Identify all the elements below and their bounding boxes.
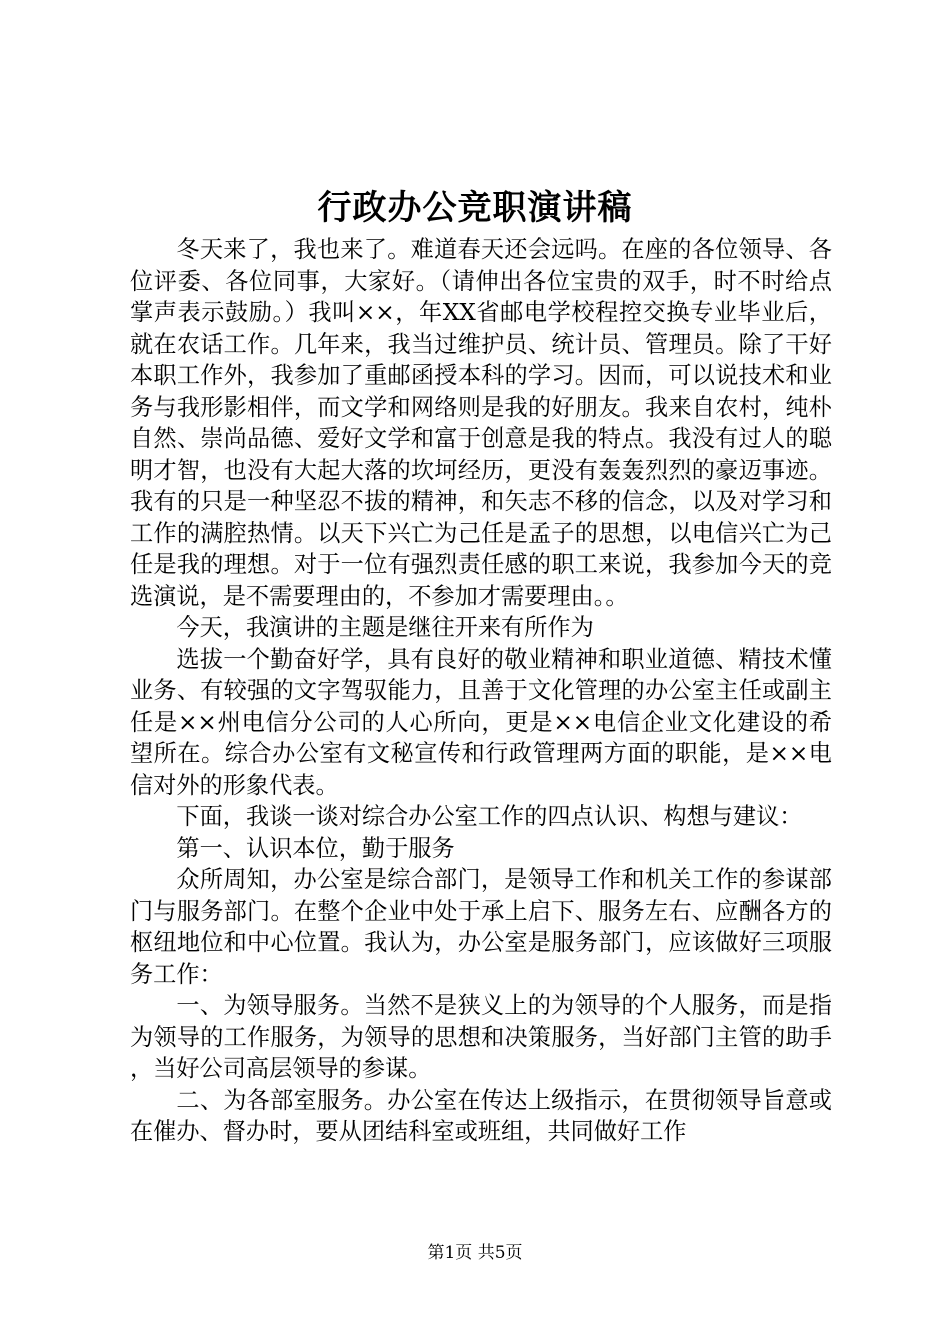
paragraph-theme: 今天，我演讲的主题是继往开来有所作为 bbox=[176, 614, 594, 641]
page-number-footer: 第1页 共5页 bbox=[427, 1243, 523, 1263]
paragraph-office-role: 众所周知，办公室是综合部门，是领导工作和机关工作的参谋部门与服务部门。在整个企业中处于承上启下、服务左右、应酬各方的枢纽地位和中心位置。我认为，办公室是服务部门，应该做好三项服务工作： bbox=[130, 866, 832, 988]
paragraph-intro: 冬天来了，我也来了。难道春天还会远吗。在座的各位领导、各位评委、各位同事，大家好。（请伸出各位宝贵的双手，时不时给点掌声表示鼓励。）我叫××，年XX省邮电学校程控交换专业毕业后，就在农话工作。几年来，我当过维护员、统计员、管理员。除了干好本职工作外，我参加了重邮函授本科的学习。因而，可以说技术和业务与我形影相伴，而文学和网络则是我的好朋友。我来自农村，纯朴自然、崇尚品德、爱好文学和富于创意是我的特点。我没有过人的聪明才智，也没有大起大落的坎坷经历，更没有轰轰烈烈的豪迈事迹。我有的只是一种坚忍不拔的精神，和矢志不移的信念，以及对学习和工作的满腔热情。以天下兴亡为己任是孟子的思想，以电信兴亡为己任是我的理想。对于一位有强烈责任感的职工来说，我参加今天的竞选演说，是不需要理由的，不参加才需要理由。。 bbox=[130, 236, 832, 610]
paragraph-serve-leaders: 一、为领导服务。当然不是狭义上的为领导的个人服务，而是指为领导的工作服务，为领导的思想和决策服务，当好部门主管的助手，当好公司高层领导的参谋。 bbox=[130, 992, 832, 1082]
paragraph-section-heading-1: 第一、认识本位，勤于服务 bbox=[176, 834, 455, 862]
paragraph-serve-departments: 二、为各部室服务。办公室在传达上级指示，在贯彻领导旨意或在催办、督办时，要从团结科室或班组，共同做好工作 bbox=[130, 1086, 832, 1145]
paragraph-selection: 选拔一个勤奋好学，具有良好的敬业精神和职业道德、精技术懂业务、有较强的文字驾驭能力，且善于文化管理的办公室主任或副主任是××州电信分公司的人心所向，更是××电信企业文化建设的希望所在。综合办公室有文秘宣传和行政管理两方面的职能，是××电信对外的形象代表。 bbox=[130, 645, 832, 799]
document-title: 行政办公竞职演讲稿 bbox=[317, 188, 633, 228]
document-body bbox=[130, 234, 832, 1148]
paragraph-transition: 下面，我谈一谈对综合办公室工作的四点认识、构想与建议： bbox=[176, 803, 803, 830]
